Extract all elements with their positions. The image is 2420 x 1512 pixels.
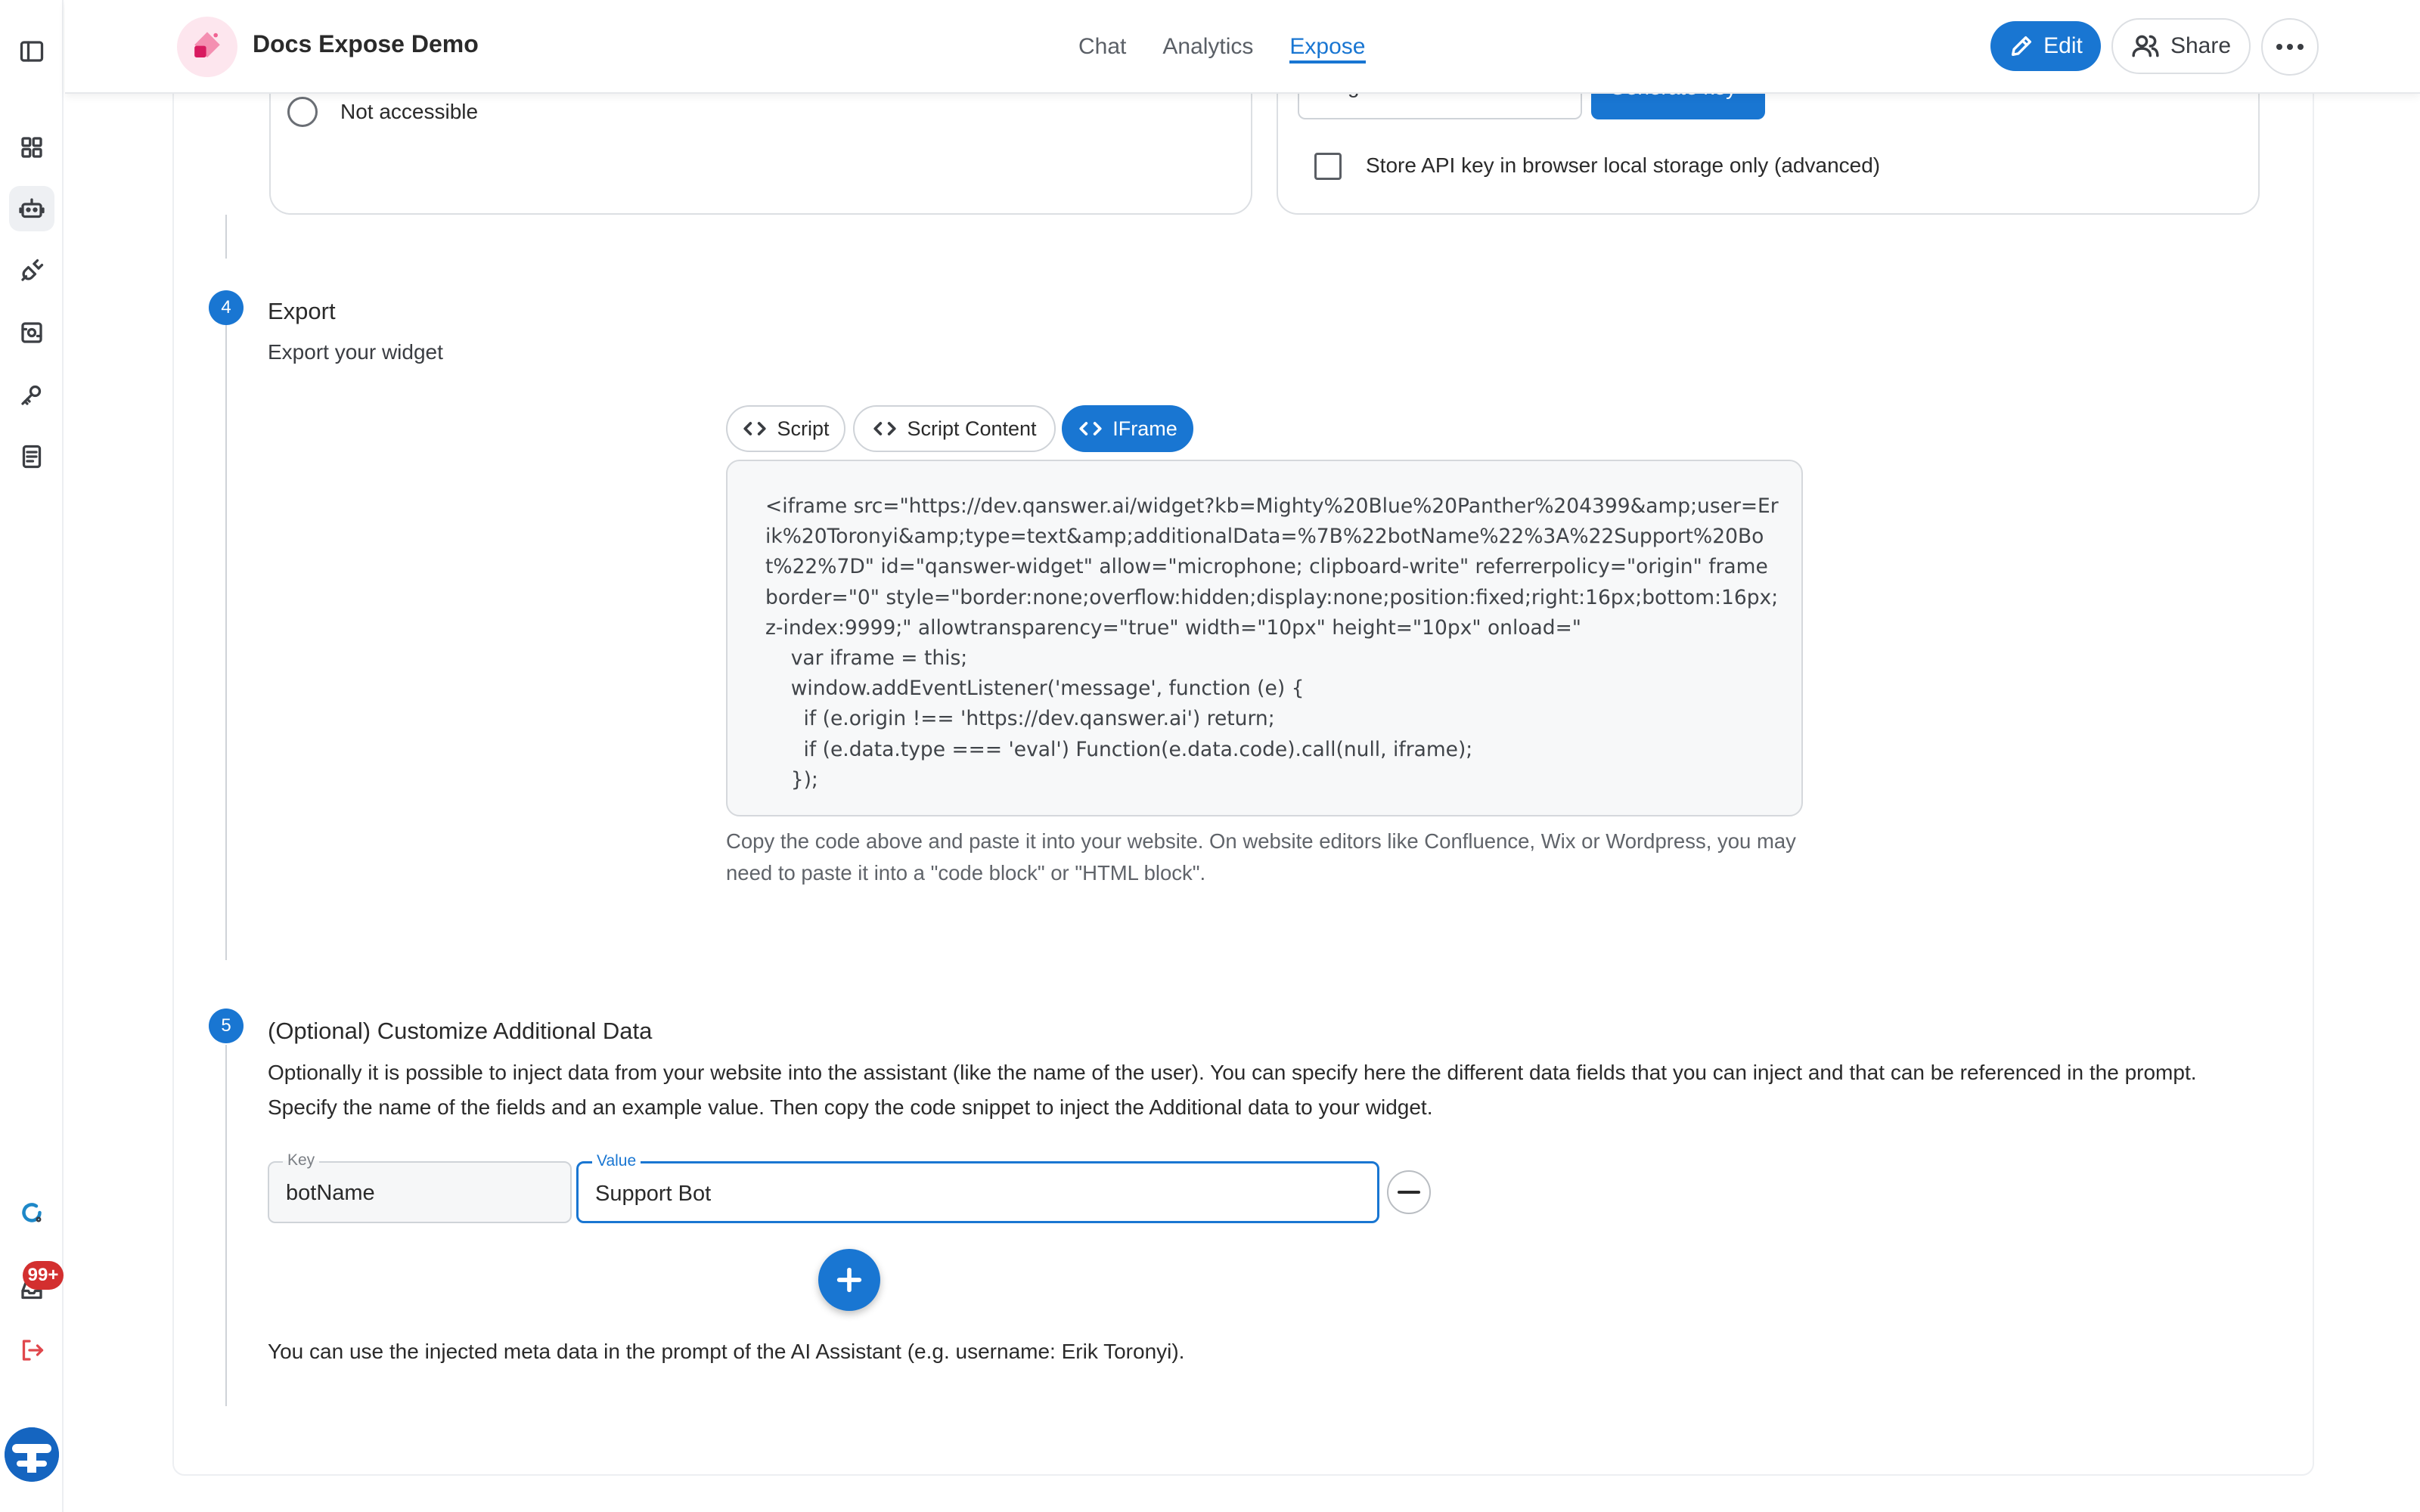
main-nav — [1078, 0, 1366, 94]
tab-iframe[interactable] — [1062, 405, 1193, 452]
radio-not-accessible-label: Not accessible — [340, 100, 479, 123]
bot-icon[interactable] — [9, 186, 54, 231]
key-field[interactable] — [268, 1151, 572, 1223]
app-title: Docs Expose Demo — [253, 30, 479, 57]
tab-script-label: Script — [777, 417, 830, 440]
embed-code[interactable]: <iframe src="https://dev.qanswer.ai/widget?kb=Mighty%20Blue%20Panther%204399&amp;user=Erik%20Toronyi&amp;type=text&amp;additionalData=%7B%22botName%22%3A%22Support%20Bot%22%7D" id="qanswer-widget" allow="microphone; clipboard-write" referrerpolicy="origin" frameborder="0" style="border:none;overflow:hidden;display:none;position:fixed;right:16px;bottom:16px;z-index:9999;" allowtransparency="true" width="10px" height="10px" onload=" var iframe = this; window.addEventListener('message', function (e) { if (e.origin !== 'https://dev.qanswer.ai') return; if (e.data.type === 'eval') Function(e.data.code).call(null, iframe); }); — [765, 494, 1779, 792]
store-key-checkbox[interactable] — [1314, 153, 1342, 180]
additional-data-description: Optionally it is possible to inject data from your website into the assistant (like the name of the user). You can specify here the different data fields that you can inject and that can be referenced in the prompt. Specify the name of the fields and an example value. Then copy the code snippet to inject the Additional data to your widget. — [268, 1061, 2197, 1119]
top-header — [65, 0, 2420, 94]
code-icon — [872, 416, 898, 442]
step-4-badge: 4 — [209, 290, 244, 325]
radio-not-accessible[interactable] — [287, 97, 318, 127]
embed-help-text: Copy the code above and paste it into your website. On website editors like Confluence, Wix or Wordpress, you may need to paste it into a "code block" or "HTML block". — [726, 829, 1796, 885]
tab-analytics[interactable]: Analytics — [1162, 34, 1254, 59]
plug-icon[interactable] — [9, 248, 54, 293]
export-subtitle: Export your widget — [268, 340, 443, 364]
key-field-label: Key — [283, 1152, 319, 1169]
plus-icon — [834, 1265, 864, 1295]
tab-expose[interactable]: Expose — [1289, 0, 1365, 94]
avatar[interactable] — [5, 1427, 59, 1482]
qanswer-logo-icon[interactable] — [9, 1190, 54, 1235]
step-connector — [225, 1045, 227, 1406]
dashboard-icon[interactable] — [9, 125, 54, 170]
value-field[interactable] — [576, 1152, 1379, 1223]
tab-iframe-label: IFrame — [1112, 417, 1177, 440]
code-icon — [1078, 416, 1103, 442]
sidebar-toggle-icon[interactable] — [9, 29, 54, 74]
edit-button[interactable] — [1990, 21, 2101, 71]
tab-script[interactable] — [726, 405, 845, 452]
value-field-label: Value — [592, 1153, 641, 1170]
store-key-label: Store API key in browser local storage only (advanced) — [1366, 153, 1881, 177]
users-icon — [2131, 32, 2160, 60]
step-connector — [225, 215, 227, 259]
remove-field-button[interactable] — [1387, 1170, 1431, 1214]
code-icon — [742, 416, 768, 442]
key-icon[interactable] — [9, 372, 54, 417]
docs-icon[interactable] — [9, 434, 54, 479]
app-logo-icon — [177, 17, 237, 77]
additional-data-title: (Optional) Customize Additional Data — [268, 1018, 653, 1044]
add-field-button[interactable] — [818, 1249, 880, 1311]
share-label: Share — [2170, 33, 2232, 58]
share-button[interactable] — [2111, 18, 2251, 74]
tab-chat[interactable]: Chat — [1078, 34, 1127, 59]
logout-icon[interactable] — [9, 1328, 54, 1373]
additional-data-footer: You can use the injected meta data in the prompt of the AI Assistant (e.g. username: Erik Toronyi). — [268, 1340, 1185, 1363]
value-field-value: Support Bot — [595, 1182, 712, 1206]
data-source-icon[interactable] — [9, 310, 54, 355]
step-5-badge: 5 — [209, 1009, 244, 1043]
tab-script-content-label: Script Content — [907, 417, 1037, 440]
minus-icon — [1398, 1191, 1420, 1194]
edit-label: Edit — [2043, 33, 2083, 58]
key-field-value: botName — [286, 1181, 375, 1205]
left-rail — [0, 0, 64, 1512]
export-title: Export — [268, 298, 336, 324]
embed-code-box[interactable] — [726, 460, 1803, 816]
step-connector — [225, 325, 227, 960]
more-options-icon[interactable] — [2261, 18, 2319, 76]
tab-script-content[interactable] — [853, 405, 1056, 452]
pencil-icon — [2009, 33, 2034, 59]
notification-badge: 99+ — [23, 1261, 64, 1290]
